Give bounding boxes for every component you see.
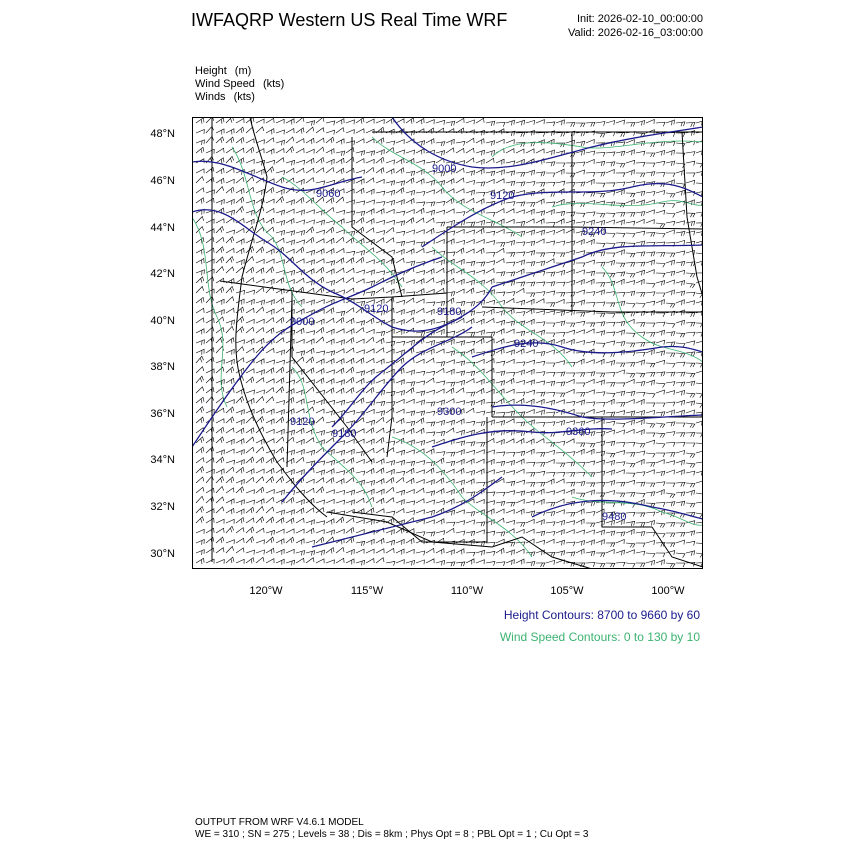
contour-label: 9120	[290, 416, 315, 428]
lat-label: 38°N	[150, 361, 175, 373]
lat-label: 36°N	[150, 408, 175, 420]
field-name: Winds	[195, 91, 226, 103]
field-wind-speed	[195, 78, 284, 91]
plot-title: IWFAQRP Western US Real Time WRF	[191, 10, 508, 30]
field-unit: (m)	[234, 65, 252, 77]
lat-label: 42°N	[150, 268, 175, 280]
lon-label: 120°W	[249, 585, 283, 597]
weather-map	[192, 117, 703, 569]
contour-label: 9120	[364, 303, 389, 315]
field-winds	[195, 91, 284, 104]
contour-label: 9360	[566, 426, 591, 438]
valid-time: Valid: 2026-02-16_03:00:00	[568, 27, 703, 39]
contour-label: 9180	[332, 428, 357, 440]
contour-label: 9180	[437, 306, 462, 318]
field-height	[195, 65, 284, 78]
contour-label: 9240	[514, 338, 539, 350]
field-unit: (kts)	[262, 78, 285, 90]
model-info: OUTPUT FROM WRF V4.6.1 MODEL	[195, 817, 364, 828]
lat-label: 40°N	[150, 315, 175, 327]
lat-label: 46°N	[150, 175, 175, 187]
contour-label: 9480	[602, 511, 627, 523]
model-settings: WE = 310 ; SN = 275 ; Levels = 38 ; Dis = 8km ; Phys Opt = 8 ; PBL Opt = 1 ; Cu Opt = 3	[195, 829, 589, 840]
contour-label: 9000	[432, 163, 457, 175]
wind-contour-legend: Wind Speed Contours: 0 to 130 by 10	[499, 630, 700, 644]
contour-label: 9060	[316, 188, 341, 200]
contour-label: 9240	[582, 226, 607, 238]
lat-label: 48°N	[150, 128, 175, 140]
lon-label: 110°W	[450, 585, 484, 597]
field-name: Wind Speed	[195, 78, 255, 90]
field-unit: (kts)	[233, 91, 255, 103]
lon-label: 100°W	[651, 585, 685, 597]
init-time: Init: 2026-02-10_00:00:00	[577, 13, 703, 25]
lon-label: 115°W	[350, 585, 384, 597]
contour-label: 9000	[290, 316, 315, 328]
height-contour-legend: Height Contours: 8700 to 9660 by 60	[503, 608, 700, 622]
lon-label: 105°W	[550, 585, 584, 597]
lat-label: 32°N	[150, 501, 175, 513]
field-list	[195, 65, 284, 104]
lat-label: 44°N	[150, 222, 175, 234]
lat-label: 30°N	[150, 548, 175, 560]
field-name: Height	[195, 65, 227, 77]
contour-label: 9300	[437, 406, 462, 418]
contour-label: 9120	[490, 190, 515, 202]
lat-label: 34°N	[150, 454, 175, 466]
